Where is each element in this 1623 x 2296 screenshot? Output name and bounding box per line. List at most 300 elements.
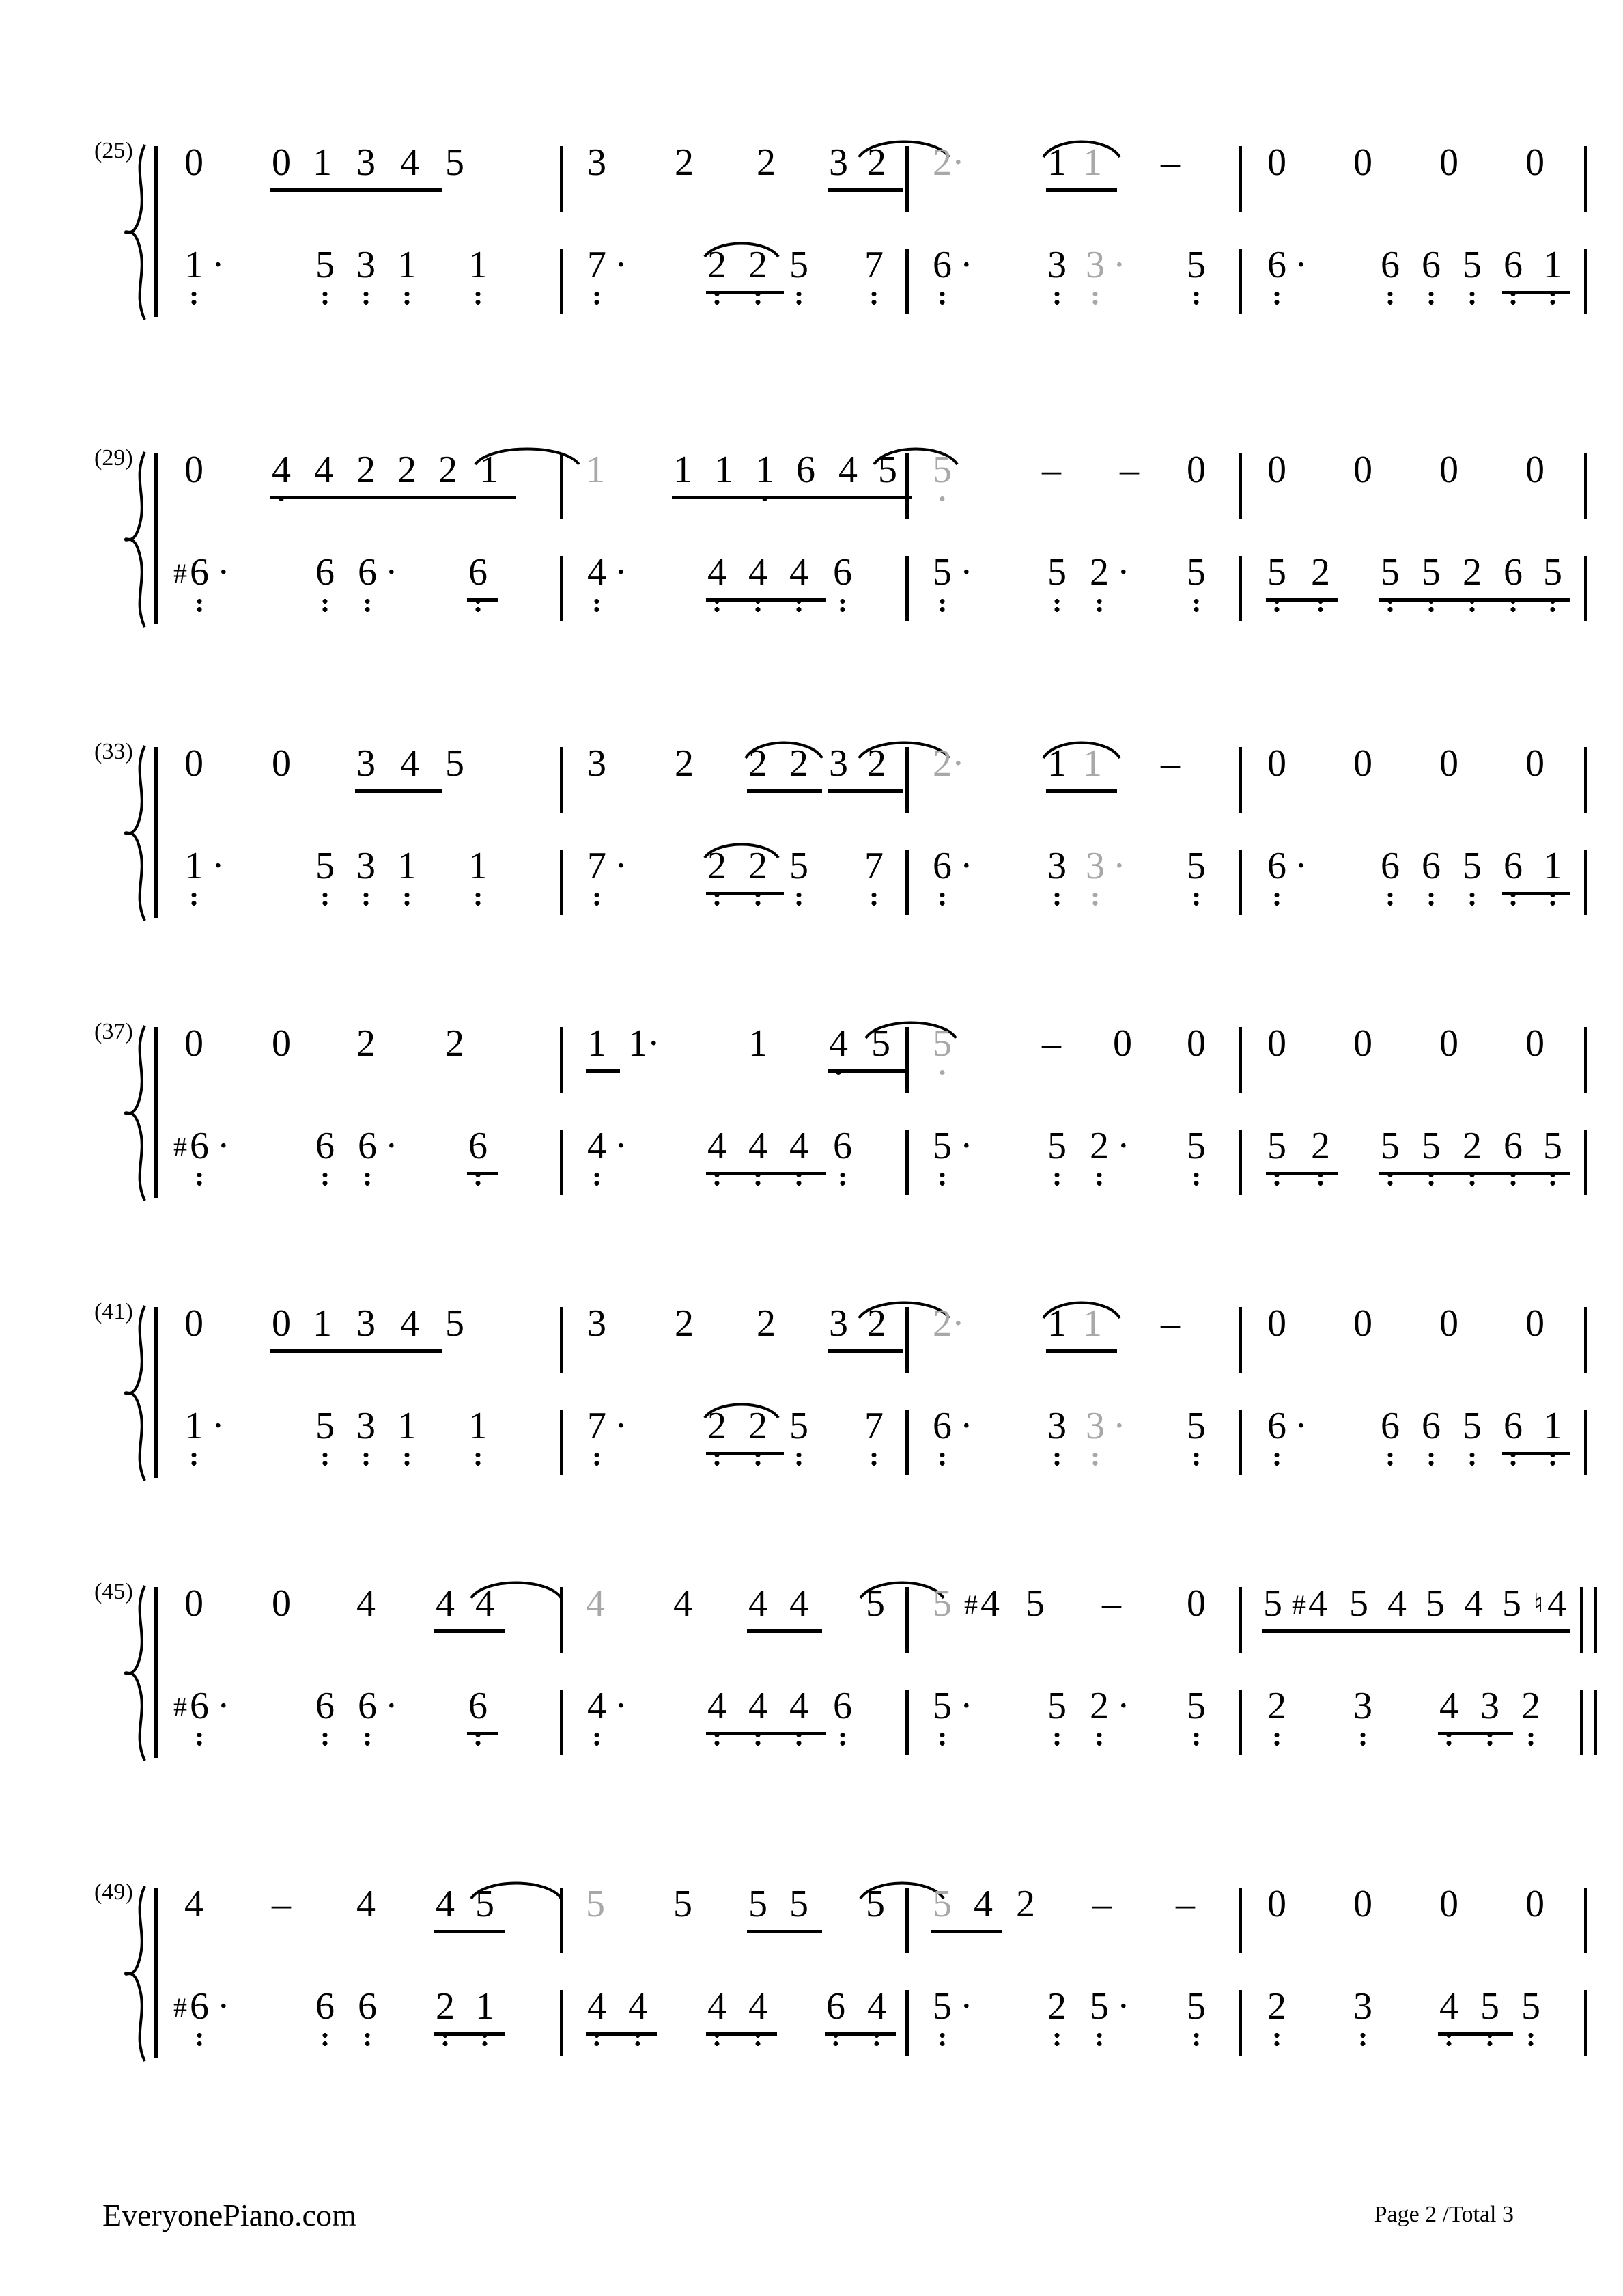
note: 0 bbox=[1267, 1022, 1286, 1065]
note: 5 bbox=[1267, 551, 1286, 593]
note: 3 bbox=[829, 141, 848, 184]
note: 5 bbox=[1463, 845, 1482, 887]
note: 4 bbox=[587, 1685, 606, 1727]
barline bbox=[905, 146, 909, 212]
note: 5 bbox=[1026, 1582, 1045, 1625]
note: 0 bbox=[1267, 742, 1286, 785]
note: 6 bbox=[1267, 244, 1286, 286]
beam bbox=[434, 1930, 505, 1933]
note: 5 bbox=[1463, 1405, 1482, 1447]
note: 5 bbox=[933, 1685, 952, 1727]
barline bbox=[560, 556, 563, 621]
tie bbox=[1041, 135, 1123, 160]
note: 0 bbox=[184, 1022, 203, 1065]
beam bbox=[1046, 1349, 1117, 1353]
page-indicator: Page 2 /Total 3 bbox=[1374, 2202, 1514, 2227]
note: 1 bbox=[313, 1302, 332, 1345]
note: 1 bbox=[468, 244, 488, 286]
note: 3 bbox=[356, 244, 376, 286]
barline bbox=[905, 1690, 909, 1755]
note: 6 bbox=[315, 1685, 335, 1727]
beam bbox=[1379, 1172, 1570, 1175]
sharp-icon: # bbox=[964, 1589, 978, 1620]
barline bbox=[905, 1888, 909, 1953]
note: 1 bbox=[1083, 742, 1102, 785]
note: 3 bbox=[587, 1302, 606, 1345]
hold-dash: – bbox=[1161, 742, 1180, 785]
note: 4 bbox=[748, 1125, 767, 1167]
note: 4 bbox=[628, 1985, 647, 2028]
beam bbox=[706, 1732, 826, 1735]
note: 2 bbox=[438, 449, 457, 491]
note: 6 bbox=[190, 1685, 209, 1727]
barline bbox=[560, 1587, 563, 1653]
barline bbox=[1239, 1888, 1242, 1953]
barline bbox=[1584, 1410, 1587, 1475]
barline bbox=[560, 146, 563, 212]
note: 0 bbox=[184, 1302, 203, 1345]
barline bbox=[560, 1307, 563, 1373]
note: 5 bbox=[1463, 244, 1482, 286]
system-25 bbox=[89, 138, 1562, 328]
note: 4 bbox=[673, 1582, 692, 1625]
beam bbox=[1502, 892, 1570, 895]
note: 0 bbox=[272, 141, 291, 184]
note: 3 bbox=[1047, 1405, 1067, 1447]
note: 4 bbox=[184, 1883, 203, 1925]
beam bbox=[1438, 1732, 1513, 1735]
system-29 bbox=[89, 445, 1562, 635]
note: 5 bbox=[586, 1883, 605, 1925]
barline bbox=[560, 1130, 563, 1195]
note: 6 bbox=[358, 1125, 377, 1167]
note: 2 bbox=[748, 1405, 767, 1447]
note: 5 bbox=[1187, 244, 1206, 286]
beam bbox=[467, 1172, 498, 1175]
note: 5 bbox=[1502, 1582, 1521, 1625]
barline bbox=[1239, 146, 1242, 212]
note: 6 bbox=[1267, 845, 1286, 887]
note: 1· bbox=[628, 1022, 660, 1065]
barline bbox=[905, 556, 909, 621]
right-hand-staff bbox=[89, 1302, 1544, 1380]
note: 4 bbox=[707, 551, 726, 593]
measure-number: (33) bbox=[94, 739, 133, 764]
note: 4 bbox=[829, 1022, 848, 1065]
note: 5 bbox=[1090, 1985, 1109, 2028]
left-hand-staff bbox=[89, 244, 1562, 321]
note: 2 bbox=[445, 1022, 464, 1065]
note: 0 bbox=[1353, 449, 1372, 491]
note: 5 bbox=[673, 1883, 692, 1925]
note: 4 bbox=[400, 742, 419, 785]
measure-number: (41) bbox=[94, 1299, 133, 1324]
note: 3 bbox=[1047, 244, 1067, 286]
beam bbox=[1266, 1172, 1338, 1175]
note: 4 bbox=[980, 1582, 1000, 1625]
note: · bbox=[212, 845, 225, 887]
note: 5 bbox=[1426, 1582, 1445, 1625]
tie bbox=[468, 1576, 564, 1601]
note: · bbox=[1113, 845, 1126, 887]
barline bbox=[1239, 1410, 1242, 1475]
note: 0 bbox=[1353, 1883, 1372, 1925]
note: 5 bbox=[315, 244, 335, 286]
note: 6 bbox=[315, 1985, 335, 2028]
note: · bbox=[217, 551, 230, 593]
note: 5 bbox=[1187, 551, 1206, 593]
note: 6 bbox=[1381, 244, 1400, 286]
note: 6 bbox=[190, 551, 209, 593]
note: 0 bbox=[1187, 1582, 1206, 1625]
note: 4 bbox=[867, 1985, 886, 2028]
note: · bbox=[960, 1685, 973, 1727]
left-hand-staff bbox=[89, 1985, 1540, 2062]
note: 5 bbox=[1349, 1582, 1368, 1625]
beam bbox=[1046, 188, 1117, 192]
note: 5 bbox=[866, 1582, 885, 1625]
barline bbox=[1239, 453, 1242, 519]
note: 6 bbox=[358, 1985, 377, 2028]
note: 2 bbox=[757, 1302, 776, 1345]
note: · bbox=[960, 1405, 973, 1447]
hold-dash: – bbox=[1161, 141, 1180, 184]
barline bbox=[1584, 1130, 1587, 1195]
note: 2 bbox=[707, 845, 726, 887]
note: 6 bbox=[1504, 1405, 1523, 1447]
tie bbox=[702, 238, 781, 260]
note: 4 bbox=[1547, 1582, 1566, 1625]
note: 2 bbox=[1267, 1985, 1286, 2028]
note: · bbox=[960, 244, 973, 286]
note: 0 bbox=[1353, 742, 1372, 785]
barline bbox=[905, 1587, 909, 1653]
note: 0 bbox=[1267, 1883, 1286, 1925]
note: 0 bbox=[1353, 1302, 1372, 1345]
note: 6 bbox=[1504, 845, 1523, 887]
note: 5 bbox=[789, 244, 808, 286]
barline bbox=[1584, 747, 1587, 813]
note: 7 bbox=[587, 845, 606, 887]
note: 4 bbox=[707, 1685, 726, 1727]
tie bbox=[702, 839, 781, 860]
barline bbox=[560, 1410, 563, 1475]
note: 0 bbox=[272, 1302, 291, 1345]
note: 4 bbox=[356, 1883, 376, 1925]
note: 0 bbox=[272, 742, 291, 785]
barline bbox=[905, 453, 909, 519]
note: 5 bbox=[1187, 1405, 1206, 1447]
note: · bbox=[615, 551, 627, 593]
barline bbox=[905, 1307, 909, 1373]
note: 3 bbox=[1086, 244, 1105, 286]
note: 5 bbox=[315, 845, 335, 887]
note: 1 bbox=[1047, 141, 1067, 184]
note: 1 bbox=[397, 1405, 417, 1447]
note: 5 bbox=[1543, 551, 1562, 593]
note: 0 bbox=[1525, 742, 1544, 785]
note: 2 bbox=[867, 1302, 886, 1345]
note: 3 bbox=[829, 742, 848, 785]
beam bbox=[828, 789, 903, 793]
barline bbox=[1239, 249, 1242, 314]
note: 5 bbox=[1381, 1125, 1400, 1167]
right-hand-staff bbox=[89, 141, 1544, 219]
system-45 bbox=[89, 1579, 1566, 1769]
note: 4 bbox=[707, 1985, 726, 2028]
note: 1 bbox=[1543, 1405, 1562, 1447]
note: 4 bbox=[587, 1125, 606, 1167]
hold-dash: – bbox=[1120, 449, 1139, 491]
barline bbox=[560, 1888, 563, 1953]
note: 4 bbox=[272, 449, 291, 491]
note: 7 bbox=[864, 244, 884, 286]
sharp-icon: # bbox=[1292, 1589, 1306, 1620]
note: 2 bbox=[1311, 551, 1330, 593]
note: 2 bbox=[1463, 551, 1482, 593]
left-hand-staff bbox=[89, 1405, 1562, 1482]
beam bbox=[828, 188, 903, 192]
note: 0 bbox=[1439, 449, 1458, 491]
note: 6 bbox=[1381, 1405, 1400, 1447]
note: 0 bbox=[1525, 1883, 1544, 1925]
note: 2 bbox=[707, 1405, 726, 1447]
note: 4 bbox=[748, 1582, 767, 1625]
barline bbox=[560, 850, 563, 915]
note: 6 bbox=[826, 1985, 845, 2028]
barline bbox=[560, 1690, 563, 1755]
note: 2 bbox=[867, 742, 886, 785]
note: · bbox=[1295, 244, 1308, 286]
note: 4 bbox=[1439, 1685, 1458, 1727]
barline bbox=[560, 1990, 563, 2056]
note: 3 bbox=[1480, 1685, 1499, 1727]
right-hand-staff bbox=[89, 742, 1544, 820]
beam bbox=[706, 1452, 784, 1455]
note: 3 bbox=[587, 141, 606, 184]
note: 6 bbox=[933, 244, 952, 286]
hold-dash: – bbox=[272, 1883, 291, 1925]
note: 5 bbox=[933, 1022, 952, 1065]
barline bbox=[1594, 1690, 1597, 1755]
note: 1 bbox=[748, 1022, 767, 1065]
barline bbox=[1584, 146, 1587, 212]
note: 2 bbox=[1463, 1125, 1482, 1167]
barline bbox=[560, 249, 563, 314]
note: 0 bbox=[1525, 449, 1544, 491]
sharp-icon: # bbox=[173, 558, 187, 589]
note: 6 bbox=[315, 551, 335, 593]
note: 4 bbox=[400, 1302, 419, 1345]
barline bbox=[560, 1027, 563, 1093]
note: 5 bbox=[1422, 1125, 1441, 1167]
note: 2 bbox=[675, 141, 694, 184]
note: 5 bbox=[1047, 1125, 1067, 1167]
note: 3 bbox=[1353, 1985, 1372, 2028]
tie bbox=[702, 1399, 781, 1420]
note: 4 bbox=[974, 1883, 993, 1925]
barline bbox=[905, 249, 909, 314]
note: 1 bbox=[1047, 1302, 1067, 1345]
note: 4 bbox=[587, 1985, 606, 2028]
note: 2 bbox=[356, 1022, 376, 1065]
note: · bbox=[385, 1685, 398, 1727]
note: 3 bbox=[356, 845, 376, 887]
beam bbox=[1266, 598, 1338, 602]
note: 1 bbox=[714, 449, 733, 491]
note: · bbox=[217, 1685, 230, 1727]
right-hand-staff bbox=[89, 1022, 1544, 1100]
note: · bbox=[615, 1125, 627, 1167]
barline bbox=[905, 850, 909, 915]
note: 6 bbox=[358, 1685, 377, 1727]
note: 2· bbox=[933, 742, 965, 785]
note: 0 bbox=[1439, 1883, 1458, 1925]
note: 4 bbox=[356, 1582, 376, 1625]
barline bbox=[1239, 1027, 1242, 1093]
beam bbox=[747, 789, 822, 793]
note: 0 bbox=[184, 1582, 203, 1625]
note: 5 bbox=[445, 742, 464, 785]
note: 1 bbox=[673, 449, 692, 491]
note: 6 bbox=[1504, 551, 1523, 593]
note: 0 bbox=[1267, 1302, 1286, 1345]
barline bbox=[1580, 1690, 1583, 1755]
barline bbox=[1584, 1307, 1587, 1373]
hold-dash: – bbox=[1102, 1582, 1121, 1625]
note: 1 bbox=[184, 845, 203, 887]
note: 5 bbox=[933, 449, 952, 491]
note: 7 bbox=[587, 1405, 606, 1447]
tie bbox=[468, 1877, 564, 1901]
hold-dash: – bbox=[1092, 1883, 1112, 1925]
natural-icon: ♮ bbox=[1534, 1588, 1544, 1619]
note: 6 bbox=[933, 845, 952, 887]
note: 4 bbox=[400, 141, 419, 184]
note: 1 bbox=[587, 1022, 606, 1065]
right-hand-staff bbox=[89, 449, 1544, 526]
note: 5 bbox=[1521, 1985, 1540, 2028]
barline bbox=[1239, 850, 1242, 915]
beam bbox=[1379, 598, 1570, 602]
note: 1 bbox=[1047, 742, 1067, 785]
note: · bbox=[217, 1985, 230, 2028]
note: 5 bbox=[878, 449, 897, 491]
note: 4 bbox=[748, 1985, 767, 2028]
barline bbox=[1584, 556, 1587, 621]
note: 0 bbox=[1525, 141, 1544, 184]
hold-dash: – bbox=[1176, 1883, 1195, 1925]
note: 5 bbox=[475, 1883, 494, 1925]
note: 5 bbox=[1047, 1685, 1067, 1727]
note: · bbox=[212, 1405, 225, 1447]
note: 6 bbox=[468, 1685, 488, 1727]
note: 3 bbox=[829, 1302, 848, 1345]
note: 4 bbox=[1308, 1582, 1327, 1625]
barline bbox=[1239, 556, 1242, 621]
note: 2 bbox=[867, 141, 886, 184]
note: · bbox=[385, 1125, 398, 1167]
note: 2 bbox=[1090, 1685, 1109, 1727]
note: 3 bbox=[356, 1405, 376, 1447]
note: 6 bbox=[1422, 244, 1441, 286]
note: 0 bbox=[1187, 449, 1206, 491]
note: 0 bbox=[184, 141, 203, 184]
note: 1 bbox=[479, 449, 498, 491]
barline bbox=[1584, 1888, 1587, 1953]
beam bbox=[467, 598, 498, 602]
note: 5 bbox=[1187, 1125, 1206, 1167]
note: 4 bbox=[436, 1883, 455, 1925]
note: 0 bbox=[1525, 1022, 1544, 1065]
note: 0 bbox=[1353, 141, 1372, 184]
note: 4 bbox=[1464, 1582, 1483, 1625]
note: 2 bbox=[675, 742, 694, 785]
right-hand-staff bbox=[89, 1883, 1544, 1960]
note: 2 bbox=[397, 449, 417, 491]
note: 1 bbox=[184, 1405, 203, 1447]
note: 4 bbox=[789, 1685, 808, 1727]
note: 1 bbox=[313, 141, 332, 184]
left-hand-staff bbox=[89, 1125, 1562, 1202]
note: 4 bbox=[586, 1582, 605, 1625]
beam bbox=[1262, 1629, 1570, 1633]
note: 7 bbox=[587, 244, 606, 286]
system-37 bbox=[89, 1019, 1562, 1209]
note: 5 bbox=[1187, 1985, 1206, 2028]
beam bbox=[828, 1349, 903, 1353]
note: 5 bbox=[1187, 1685, 1206, 1727]
barline bbox=[560, 453, 563, 519]
barline bbox=[1584, 249, 1587, 314]
note: 4 bbox=[436, 1582, 455, 1625]
note: 1 bbox=[475, 1985, 494, 2028]
note: 5 bbox=[1543, 1125, 1562, 1167]
note: 2 bbox=[1521, 1685, 1540, 1727]
beam bbox=[586, 1069, 620, 1073]
note: · bbox=[960, 551, 973, 593]
note: 4 bbox=[1439, 1985, 1458, 2028]
note: 2 bbox=[436, 1985, 455, 2028]
note: 6 bbox=[315, 1125, 335, 1167]
beam bbox=[434, 2032, 505, 2036]
note: 1 bbox=[184, 244, 203, 286]
note: 3 bbox=[356, 141, 376, 184]
beam bbox=[1438, 2032, 1513, 2036]
note: 2· bbox=[933, 141, 965, 184]
note: · bbox=[960, 1985, 973, 2028]
note: 4 bbox=[1387, 1582, 1407, 1625]
note: 6 bbox=[190, 1985, 209, 2028]
note: 2 bbox=[707, 244, 726, 286]
sharp-icon: # bbox=[173, 1992, 187, 2023]
beam bbox=[434, 1629, 505, 1633]
note: 6 bbox=[1504, 1125, 1523, 1167]
beam bbox=[586, 2032, 657, 2036]
hold-dash: – bbox=[1042, 1022, 1061, 1065]
beam bbox=[270, 188, 442, 192]
beam bbox=[706, 1172, 826, 1175]
note: 5 bbox=[1187, 845, 1206, 887]
note: 4 bbox=[789, 1582, 808, 1625]
beam bbox=[270, 496, 516, 499]
note: · bbox=[385, 551, 398, 593]
beam bbox=[1502, 291, 1570, 294]
beam bbox=[706, 291, 784, 294]
note: 4 bbox=[789, 551, 808, 593]
barline bbox=[1594, 1587, 1597, 1653]
note: 3 bbox=[1086, 845, 1105, 887]
